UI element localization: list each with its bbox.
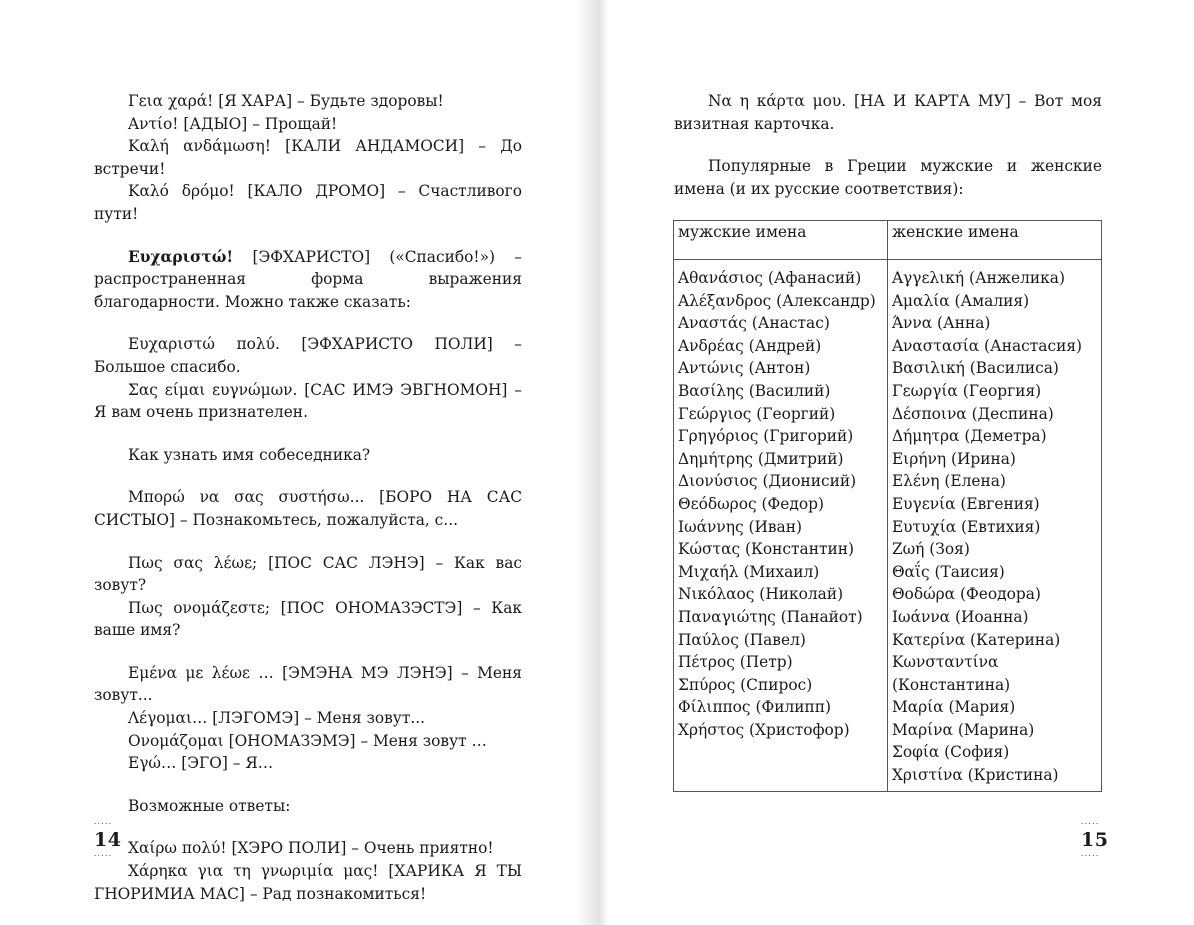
paragraph: [94, 113, 522, 136]
paragraph-text: [ЭФХАРИСТО] («Спасибо!») – распространенная форма выражения благодарности. Можно также сказать:: [94, 247, 522, 311]
name-entry: Πέτρος (Петр): [678, 653, 793, 672]
name-entry: Ελένη (Елена): [891, 472, 1006, 491]
female-names-cell: [887, 260, 1101, 792]
paragraph: [94, 333, 522, 378]
paragraph: [94, 837, 522, 860]
name-entry: Διονύσιος (Дионисий): [678, 472, 857, 491]
male-names-cell: [674, 260, 888, 792]
name-entry: Θαΐς (Таисия): [891, 562, 1005, 581]
name-entry: Μαρία (Мария): [891, 698, 1016, 717]
paragraph-text: Σας είμαι ευγνώμων. [САС ИМЭ ЭВГНОМОН] – Я вам очень признателен.: [94, 380, 522, 422]
name-entry: Δήμητρα (Деметра): [891, 427, 1047, 446]
table-header-row: [674, 221, 1102, 260]
paragraph-text: Να η κάρτα μου. [НА И КАРТА МУ] – Вот моя визитная карточка.: [674, 92, 1102, 133]
gutter-shadow: [575, 0, 597, 925]
paragraph: [94, 246, 522, 314]
names-table: [673, 220, 1102, 792]
paragraph: [94, 90, 522, 113]
paragraph: [674, 90, 1102, 135]
name-entry: Βασίλης (Василий): [678, 381, 831, 400]
name-entry: Χρήστος (Христофор): [678, 720, 850, 739]
paragraph-text: Χαίρω πολύ! [ХЭРО ПОЛИ] – Очень приятно!: [128, 839, 494, 858]
paragraph: [94, 135, 522, 180]
name-entry: Ιωάννης (Иван): [678, 517, 802, 536]
name-entry: Ζωή (Зоя): [891, 540, 970, 559]
name-entry: Δέσποινα (Деспина): [891, 404, 1054, 423]
paragraph-text: Γεια χαρά! [Я ХАРА] – Будьте здоровы!: [128, 92, 444, 110]
paragraph-text: Μπορώ να σας συστήσω... [БОРО НА САС СИСТЫО] – Познакомьтесь, пожалуйста, с...: [94, 488, 522, 529]
name-entry: Μιχαήλ (Михаил): [678, 562, 820, 581]
right-page-text: [674, 90, 1102, 200]
name-entry: Γεώργιος (Георгий): [678, 404, 836, 423]
paragraph: [94, 860, 522, 905]
paragraph-text: Популярные в Греции мужские и женские имена (и их русские соответствия):: [674, 157, 1102, 198]
name-entry: Παναγιώτης (Панайот): [678, 607, 863, 626]
name-entry: Αγγελική (Анжелика): [891, 269, 1065, 287]
paragraph-text: Αντίο! [АДЫО] – Прощай!: [128, 114, 338, 133]
header-male-names: мужские имена: [674, 221, 888, 260]
paragraph-text: Καλή ανδάμωση! [КАЛИ АНДАМОСИ] – До встречи!: [94, 137, 522, 178]
paragraph: [94, 662, 522, 707]
name-entry: Σπύρος (Спирос): [678, 675, 813, 694]
paragraph: [94, 180, 522, 225]
name-entry: Ανδρέας (Андрей): [678, 336, 822, 355]
paragraph: [94, 707, 522, 730]
paragraph: [94, 597, 522, 642]
name-entry: Μαρίνα (Марина): [891, 720, 1035, 739]
name-entry: Άννα (Анна): [891, 314, 991, 333]
name-entry: Ευγενία (Евгения): [891, 494, 1040, 513]
name-entry: Φίλιππος (Филипп): [678, 698, 832, 717]
name-entry: Ειρήνη (Ирина): [891, 449, 1016, 468]
name-entry: Κώστας (Константин): [678, 540, 855, 559]
name-entry: Αλέξανδρος (Александр): [678, 291, 876, 310]
header-female-names: женские имена: [887, 221, 1101, 260]
paragraph-text: Ευχαριστώ πολύ. [ЭФХАРИСТО ПОЛИ] – Большое спасибо.: [94, 335, 522, 376]
paragraph-text: Λέγομαι… [ЛЭГОМЭ] – Меня зовут...: [128, 709, 426, 728]
paragraph: [94, 552, 522, 597]
page-number-left: ····· 14 ·····: [94, 820, 122, 860]
name-entry: Γεωργία (Георгия): [891, 381, 1042, 400]
gutter-shadow: [597, 0, 609, 925]
name-entry: Σοφία (София): [891, 743, 1010, 762]
paragraph: [674, 155, 1102, 200]
paragraph-text: Возможные ответы:: [128, 796, 291, 815]
name-entry: Αθανάσιος (Афанасий): [678, 269, 862, 287]
paragraph-text: Εγώ… [ЭГО] – Я…: [128, 754, 274, 773]
name-entry: Δημήτρης (Дмитрий): [678, 449, 844, 468]
table-body-row: [674, 260, 1102, 792]
name-entry: Ιωάννα (Иоанна): [891, 607, 1029, 626]
paragraph: [94, 379, 522, 424]
paragraph-text: Ονομάζομαι [ОНОМАЗЭМЭ] – Меня зовут …: [128, 731, 487, 750]
paragraph: [94, 795, 522, 818]
name-entry: Βασιλική (Василиса): [891, 359, 1059, 378]
paragraph-text: Χάρηκα για τη γνωριμία μας! [ХАРИКА Я ТЫ ГНОРИМИА МАС] – Рад познакомиться!: [94, 862, 522, 903]
page-number-right: ····· 15 ·····: [1081, 820, 1109, 860]
paragraph: [94, 752, 522, 775]
paragraph-text: Πως ονομάζεστε; [ПОС ОНОМАЗЭСТЭ] – Как ваше имя?: [94, 598, 522, 640]
paragraph: [94, 486, 522, 531]
name-entry: Γρηγόριος (Григорий): [678, 427, 854, 446]
name-entry: Αμαλία (Амалия): [891, 291, 1030, 310]
name-entry: Αντώνις (Антон): [678, 359, 811, 378]
name-entry: Θοδώρα (Феодора): [891, 585, 1041, 604]
name-entry: Κωνσταντίνα (Константина): [891, 653, 1011, 694]
paragraph-text: Πως σας λέωε; [ПОС САС ЛЭНЭ] – Как вас зовут?: [94, 553, 522, 595]
paragraph: [94, 444, 522, 467]
name-entry: Νικόλαος (Николай): [678, 585, 844, 604]
name-entry: Θεόδωρος (Федор): [678, 494, 824, 513]
name-entry: Αναστάς (Анастас): [678, 314, 830, 333]
name-entry: Αναστασία (Анастасия): [891, 336, 1083, 355]
paragraph-text: Καλό δρόμο! [КАЛО ДРОМО] – Счастливого пути!: [94, 182, 522, 223]
left-page-text: [94, 90, 522, 905]
bold-term: Ευχαριστώ!: [128, 247, 234, 266]
name-entry: Ευτυχία (Евтихия): [891, 517, 1041, 536]
paragraph: [94, 730, 522, 753]
paragraph-text: Εμένα με λέωε … [ЭМЭНА МЭ ЛЭНЭ] – Меня зовут...: [94, 663, 522, 705]
paragraph-text: Как узнать имя собеседника?: [128, 445, 371, 464]
name-entry: Κατερίνα (Катерина): [891, 630, 1061, 649]
name-entry: Παύλος (Павел): [678, 630, 806, 649]
name-entry: Χριστίνα (Кристина): [891, 766, 1059, 785]
